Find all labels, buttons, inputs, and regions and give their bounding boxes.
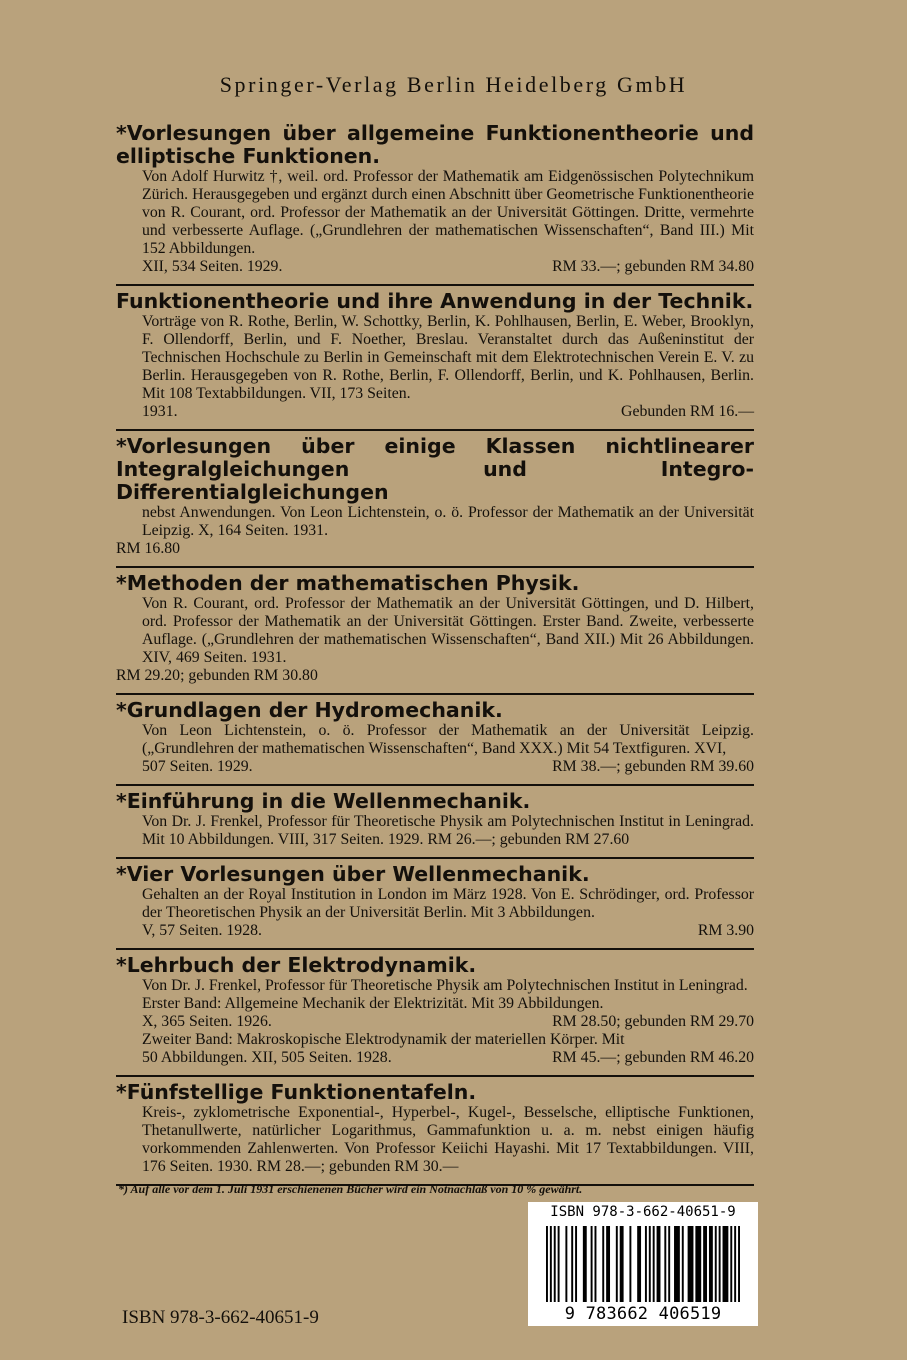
book-entry bbox=[116, 118, 754, 284]
book-description: nebst Anwendungen. Von Leon Lichtenstein, o. ö. Professor der Mathematik an der Universität Leipzig. X, 164 Seiten. 1931. bbox=[142, 504, 754, 539]
book-list bbox=[116, 118, 754, 1186]
barcode-bar bbox=[657, 1226, 661, 1302]
book-description: Von Adolf Hurwitz †, weil. ord. Professor der Mathematik am Eidgenössischen Polytechnikum Zürich. Herausgegeben und ergänzt durch einen Abschnitt über Geometrische Funktionentheorie von R. Courant, ord. Professor der Mathematik an der Universität Göttingen. Dritte, vermehrte und verbesserte Auflage. („Grundlehren der mathematischen Wissenschaften“, Band III.) Mit 152 Abbildungen. bbox=[142, 168, 754, 257]
volume-one: Erster Band: Allgemeine Mechanik der Elektrizität. Mit 39 Abbildungen. bbox=[142, 995, 604, 1012]
book-title: *Vorlesungen über allgemeine Funktionentheorie und elliptische Funktionen. bbox=[116, 121, 754, 168]
volume-two-price-line bbox=[116, 1049, 754, 1067]
volume-two-pages: 50 Abbildungen. XII, 505 Seiten. 1928. bbox=[142, 1049, 392, 1066]
book-description: Von R. Courant, ord. Professor der Mathematik an der Universität Göttingen, und D. Hilbert, ord. Professor der Mathematik an der Universität Göttingen. Erster Band. Zweite, verbesserte Auflage. („Grundlehren der mathematischen Wissenschaften“, Band XII.) Mit 26 Abbildungen. XIV, 469 Seiten. 1931. bbox=[142, 595, 754, 666]
book-price-line bbox=[116, 258, 754, 276]
barcode-bar bbox=[668, 1226, 670, 1302]
book-entry bbox=[116, 431, 754, 566]
book-title: Funktionentheorie und ihre Anwendung in der Technik. bbox=[116, 289, 754, 313]
book-title: *Lehrbuch der Elektrodynamik. bbox=[116, 953, 477, 977]
barcode-bar bbox=[546, 1226, 548, 1302]
barcode-bar bbox=[558, 1226, 560, 1302]
barcode-isbn-label: ISBN 978-3-662-40651-9 bbox=[550, 1204, 736, 1220]
book-entry bbox=[116, 786, 754, 857]
barcode-bar bbox=[682, 1226, 684, 1302]
barcode-bar bbox=[583, 1226, 587, 1302]
barcode-bar bbox=[565, 1226, 567, 1302]
barcode-bar bbox=[674, 1226, 680, 1302]
book-title: *Grundlagen der Hydromechanik. bbox=[116, 698, 503, 722]
barcode-bar bbox=[719, 1226, 721, 1302]
barcode-bar bbox=[629, 1226, 631, 1302]
book-description: Von Leon Lichtenstein, o. ö. Professor der Mathematik an der Universität Leipzig. („Grundlehren der mathematischen Wissenschaften“, Band XXX.) Mit 54 Textfiguren. XVI, bbox=[142, 722, 754, 757]
barcode-bar bbox=[715, 1226, 717, 1302]
barcode-bar bbox=[637, 1226, 641, 1302]
barcode bbox=[528, 1202, 758, 1326]
barcode-bar bbox=[664, 1226, 666, 1302]
footnote: *) Auf alle vor dem 1. Juli 1931 erschienenen Bücher wird ein Notnachlaß von 10 % gewährt. bbox=[118, 1182, 583, 1196]
volume-two-price: RM 45.—; gebunden RM 46.20 bbox=[552, 1049, 754, 1066]
barcode-bar bbox=[738, 1226, 740, 1302]
barcode-bar bbox=[709, 1226, 713, 1302]
book-entry bbox=[116, 568, 754, 693]
barcode-bar bbox=[595, 1226, 597, 1302]
book-price-line bbox=[116, 922, 754, 940]
barcode-bars bbox=[538, 1226, 748, 1302]
barcode-bar bbox=[602, 1226, 604, 1302]
book-entry bbox=[116, 286, 754, 429]
book-price-line bbox=[116, 758, 754, 776]
book-title: *Vorlesungen über einige Klassen nichtlinearer Integralgleichungen und Integro-Differentialgleichungen bbox=[116, 434, 754, 504]
book-entry bbox=[116, 1077, 754, 1184]
barcode-bar bbox=[653, 1226, 655, 1302]
barcode-bar bbox=[591, 1226, 593, 1302]
book-year: 1931. bbox=[142, 403, 178, 420]
volume-one-price-line bbox=[116, 1013, 754, 1031]
book-price-line bbox=[116, 403, 754, 421]
book-price: RM 16.80 bbox=[116, 540, 181, 557]
barcode-bar bbox=[649, 1226, 651, 1302]
book-entry bbox=[116, 950, 754, 1075]
barcode-bar bbox=[606, 1226, 610, 1302]
barcode-bar bbox=[571, 1226, 573, 1302]
barcode-bar bbox=[688, 1226, 694, 1302]
book-description: Kreis-, zyklometrische Exponential-, Hyperbel-, Kugel-, Besselsche, elliptische Funktionen, Thetanullwerte, natürlicher Logarithmus, Gammafunktion u. a. m. nebst einigen häufig vorkommenden Zahlenwerten. Von Professor Keiichi Hayashi. Mit 17 Textabbildungen. VIII, 176 Seiten. 1930. RM 28.—; gebunden RM 30.— bbox=[142, 1104, 754, 1175]
book-description: Von Dr. J. Frenkel, Professor für Theoretische Physik am Polytechnischen Institut in Leningrad. bbox=[142, 977, 748, 994]
barcode-bar bbox=[645, 1226, 647, 1302]
book-title: *Methoden der mathematischen Physik. bbox=[116, 571, 580, 595]
barcode-bar bbox=[703, 1226, 707, 1302]
barcode-bar bbox=[620, 1226, 624, 1302]
barcode-bar bbox=[730, 1226, 732, 1302]
barcode-bar bbox=[616, 1226, 618, 1302]
volume-one-pages: X, 365 Seiten. 1926. bbox=[142, 1013, 272, 1030]
barcode-digits: 9 783662 406519 bbox=[564, 1304, 722, 1324]
book-price: RM 33.—; gebunden RM 34.80 bbox=[552, 258, 754, 275]
book-entry bbox=[116, 859, 754, 948]
isbn-text: ISBN 978-3-662-40651-9 bbox=[122, 1307, 319, 1328]
book-title: *Fünfstellige Funktionentafeln. bbox=[116, 1080, 477, 1104]
barcode-bar bbox=[734, 1226, 736, 1302]
barcode-bar bbox=[550, 1226, 552, 1302]
barcode-bar bbox=[554, 1226, 556, 1302]
book-pages: V, 57 Seiten. 1928. bbox=[142, 922, 262, 939]
book-description: Vorträge von R. Rothe, Berlin, W. Schottky, Berlin, K. Pohlhausen, Berlin, E. Weber, Brooklyn, F. Ollendorff, Berlin, und F. Noether, Breslau. Veranstaltet durch das Außeninstitut der Technischen Hochschule zu Berlin in Gemeinschaft mit dem Elektrotechnischen Verein E. V. zu Berlin. Herausgegeben von R. Rothe, Berlin, F. Ollendorff, Berlin, und K. Pohlhausen, Berlin. Mit 108 Textabbildungen. VII, 173 Seiten. bbox=[142, 313, 754, 402]
book-price: RM 3.90 bbox=[697, 922, 754, 939]
book-pages: 507 Seiten. 1929. bbox=[142, 758, 253, 775]
book-title: *Vier Vorlesungen über Wellenmechanik. bbox=[116, 862, 590, 886]
book-description: Von Dr. J. Frenkel, Professor für Theoretische Physik am Polytechnischen Institut in Leningrad. Mit 10 Abbildungen. VIII, 317 Seiten. 1929. RM 26.—; gebunden RM 27.60 bbox=[142, 813, 754, 848]
book-price: RM 38.—; gebunden RM 39.60 bbox=[552, 758, 754, 775]
book-price: Gebunden RM 16.— bbox=[621, 403, 754, 420]
publisher-header: Springer-Verlag Berlin Heidelberg GmbH bbox=[219, 72, 688, 97]
barcode-bar bbox=[723, 1226, 729, 1302]
book-description: Gehalten an der Royal Institution in London im März 1928. Von E. Schrödinger, ord. Professor der Theoretischen Physik an der Universität Berlin. Mit 3 Abbildungen. bbox=[142, 886, 754, 921]
barcode-bar bbox=[695, 1226, 701, 1302]
barcode-bar bbox=[575, 1226, 577, 1302]
book-price: RM 29.20; gebunden RM 30.80 bbox=[116, 667, 318, 684]
book-entry bbox=[116, 695, 754, 784]
book-pages: XII, 534 Seiten. 1929. bbox=[142, 258, 283, 275]
volume-one-price: RM 28.50; gebunden RM 29.70 bbox=[552, 1013, 754, 1030]
volume-two: Zweiter Band: Makroskopische Elektrodynamik der materiellen Körper. Mit bbox=[142, 1031, 625, 1048]
book-title: *Einführung in die Wellenmechanik. bbox=[116, 789, 531, 813]
